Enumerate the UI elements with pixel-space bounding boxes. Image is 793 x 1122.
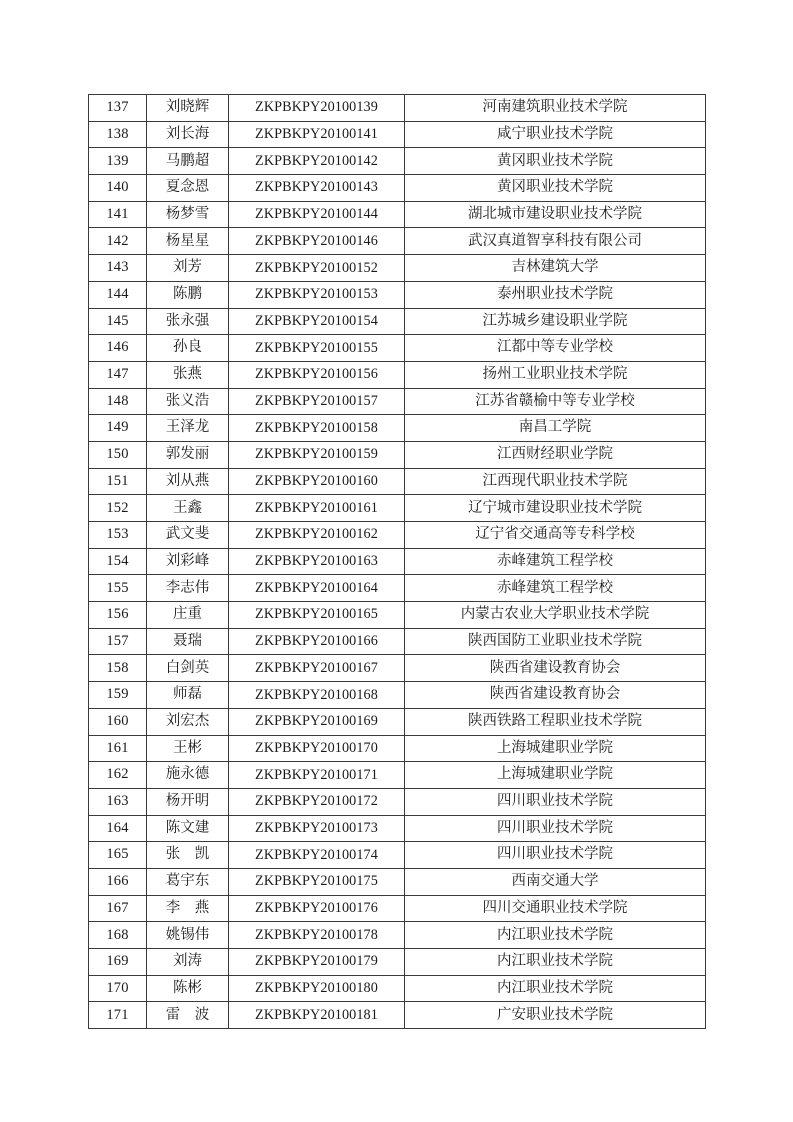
person-name-cell: 李志伟 bbox=[147, 575, 229, 602]
row-index-cell: 159 bbox=[89, 682, 147, 709]
organization-name-cell: 陕西省建设教育协会 bbox=[405, 655, 706, 682]
certificate-number-cell: ZKPBKPY20100165 bbox=[229, 602, 405, 629]
certificate-number-cell: ZKPBKPY20100163 bbox=[229, 548, 405, 575]
organization-name-cell: 黄冈职业技术学院 bbox=[405, 148, 706, 175]
organization-name-cell: 吉林建筑大学 bbox=[405, 255, 706, 282]
row-index-cell: 156 bbox=[89, 602, 147, 629]
table-row bbox=[89, 548, 706, 575]
table-row bbox=[89, 575, 706, 602]
organization-name-cell: 西南交通大学 bbox=[405, 868, 706, 895]
person-name-cell: 张燕 bbox=[147, 361, 229, 388]
person-name-cell: 刘宏杰 bbox=[147, 708, 229, 735]
organization-name-cell: 泰州职业技术学院 bbox=[405, 281, 706, 308]
certificate-number-cell: ZKPBKPY20100172 bbox=[229, 788, 405, 815]
organization-name-cell: 四川职业技术学院 bbox=[405, 788, 706, 815]
person-name-cell: 刘涛 bbox=[147, 949, 229, 976]
table-row bbox=[89, 495, 706, 522]
table-row bbox=[89, 308, 706, 335]
organization-name-cell: 内蒙古农业大学职业技术学院 bbox=[405, 602, 706, 629]
organization-name-cell: 咸宁职业技术学院 bbox=[405, 121, 706, 148]
row-index-cell: 154 bbox=[89, 548, 147, 575]
organization-name-cell: 扬州工业职业技术学院 bbox=[405, 361, 706, 388]
person-name-cell: 葛宇东 bbox=[147, 868, 229, 895]
row-index-cell: 147 bbox=[89, 361, 147, 388]
certificate-number-cell: ZKPBKPY20100168 bbox=[229, 682, 405, 709]
organization-name-cell: 上海城建职业学院 bbox=[405, 735, 706, 762]
certificate-number-cell: ZKPBKPY20100152 bbox=[229, 255, 405, 282]
person-name-cell: 聂瑞 bbox=[147, 628, 229, 655]
table-row bbox=[89, 788, 706, 815]
certificate-number-cell: ZKPBKPY20100173 bbox=[229, 815, 405, 842]
table-row bbox=[89, 655, 706, 682]
row-index-cell: 170 bbox=[89, 975, 147, 1002]
person-name-cell: 杨开明 bbox=[147, 788, 229, 815]
table-row bbox=[89, 201, 706, 228]
certificate-number-cell: ZKPBKPY20100178 bbox=[229, 922, 405, 949]
person-name-cell: 刘彩峰 bbox=[147, 548, 229, 575]
row-index-cell: 163 bbox=[89, 788, 147, 815]
row-index-cell: 160 bbox=[89, 708, 147, 735]
table-row bbox=[89, 975, 706, 1002]
organization-name-cell: 江苏省赣榆中等专业学校 bbox=[405, 388, 706, 415]
organization-name-cell: 南昌工学院 bbox=[405, 415, 706, 442]
table-row bbox=[89, 868, 706, 895]
certificate-number-cell: ZKPBKPY20100144 bbox=[229, 201, 405, 228]
row-index-cell: 153 bbox=[89, 522, 147, 549]
person-name-cell: 师磊 bbox=[147, 682, 229, 709]
organization-name-cell: 江都中等专业学校 bbox=[405, 335, 706, 362]
certificate-number-cell: ZKPBKPY20100162 bbox=[229, 522, 405, 549]
organization-name-cell: 江西财经职业学院 bbox=[405, 441, 706, 468]
organization-name-cell: 陕西铁路工程职业技术学院 bbox=[405, 708, 706, 735]
row-index-cell: 138 bbox=[89, 121, 147, 148]
certificate-number-cell: ZKPBKPY20100171 bbox=[229, 762, 405, 789]
certificate-number-cell: ZKPBKPY20100158 bbox=[229, 415, 405, 442]
roster-table-body bbox=[89, 95, 706, 1029]
person-name-cell: 郭发丽 bbox=[147, 441, 229, 468]
table-row bbox=[89, 335, 706, 362]
row-index-cell: 169 bbox=[89, 949, 147, 976]
organization-name-cell: 四川职业技术学院 bbox=[405, 815, 706, 842]
row-index-cell: 140 bbox=[89, 175, 147, 202]
organization-name-cell: 四川职业技术学院 bbox=[405, 842, 706, 869]
person-name-cell: 陈文建 bbox=[147, 815, 229, 842]
certificate-number-cell: ZKPBKPY20100143 bbox=[229, 175, 405, 202]
table-row bbox=[89, 228, 706, 255]
table-row bbox=[89, 95, 706, 122]
certificate-number-cell: ZKPBKPY20100180 bbox=[229, 975, 405, 1002]
certificate-number-cell: ZKPBKPY20100170 bbox=[229, 735, 405, 762]
certificate-number-cell: ZKPBKPY20100156 bbox=[229, 361, 405, 388]
organization-name-cell: 赤峰建筑工程学校 bbox=[405, 548, 706, 575]
certificate-number-cell: ZKPBKPY20100161 bbox=[229, 495, 405, 522]
organization-name-cell: 赤峰建筑工程学校 bbox=[405, 575, 706, 602]
certificate-number-cell: ZKPBKPY20100153 bbox=[229, 281, 405, 308]
certificate-number-cell: ZKPBKPY20100157 bbox=[229, 388, 405, 415]
table-row bbox=[89, 682, 706, 709]
row-index-cell: 164 bbox=[89, 815, 147, 842]
certificate-number-cell: ZKPBKPY20100142 bbox=[229, 148, 405, 175]
table-row bbox=[89, 468, 706, 495]
certificate-number-cell: ZKPBKPY20100181 bbox=[229, 1002, 405, 1029]
person-name-cell: 王彬 bbox=[147, 735, 229, 762]
row-index-cell: 158 bbox=[89, 655, 147, 682]
table-row bbox=[89, 708, 706, 735]
person-name-cell: 白剑英 bbox=[147, 655, 229, 682]
organization-name-cell: 内江职业技术学院 bbox=[405, 975, 706, 1002]
organization-name-cell: 上海城建职业学院 bbox=[405, 762, 706, 789]
roster-table-container bbox=[88, 94, 705, 1029]
table-row bbox=[89, 895, 706, 922]
person-name-cell: 刘芳 bbox=[147, 255, 229, 282]
organization-name-cell: 湖北城市建设职业技术学院 bbox=[405, 201, 706, 228]
person-name-cell: 陈鹏 bbox=[147, 281, 229, 308]
table-row bbox=[89, 121, 706, 148]
row-index-cell: 146 bbox=[89, 335, 147, 362]
certificate-number-cell: ZKPBKPY20100164 bbox=[229, 575, 405, 602]
person-name-cell: 杨梦雪 bbox=[147, 201, 229, 228]
person-name-cell: 王泽龙 bbox=[147, 415, 229, 442]
person-name-cell: 施永德 bbox=[147, 762, 229, 789]
person-name-cell: 雷 波 bbox=[147, 1002, 229, 1029]
person-name-cell: 张义浩 bbox=[147, 388, 229, 415]
table-row bbox=[89, 441, 706, 468]
organization-name-cell: 辽宁省交通高等专科学校 bbox=[405, 522, 706, 549]
row-index-cell: 143 bbox=[89, 255, 147, 282]
row-index-cell: 148 bbox=[89, 388, 147, 415]
person-name-cell: 刘晓辉 bbox=[147, 95, 229, 122]
certificate-number-cell: ZKPBKPY20100141 bbox=[229, 121, 405, 148]
table-row bbox=[89, 281, 706, 308]
table-row bbox=[89, 361, 706, 388]
person-name-cell: 刘长海 bbox=[147, 121, 229, 148]
certificate-number-cell: ZKPBKPY20100167 bbox=[229, 655, 405, 682]
row-index-cell: 150 bbox=[89, 441, 147, 468]
table-row bbox=[89, 628, 706, 655]
person-name-cell: 李 燕 bbox=[147, 895, 229, 922]
person-name-cell: 马鹏超 bbox=[147, 148, 229, 175]
table-row bbox=[89, 255, 706, 282]
row-index-cell: 167 bbox=[89, 895, 147, 922]
table-row bbox=[89, 522, 706, 549]
certificate-number-cell: ZKPBKPY20100139 bbox=[229, 95, 405, 122]
certificate-number-cell: ZKPBKPY20100154 bbox=[229, 308, 405, 335]
row-index-cell: 168 bbox=[89, 922, 147, 949]
table-row bbox=[89, 735, 706, 762]
organization-name-cell: 黄冈职业技术学院 bbox=[405, 175, 706, 202]
person-name-cell: 杨星星 bbox=[147, 228, 229, 255]
certificate-number-cell: ZKPBKPY20100176 bbox=[229, 895, 405, 922]
person-name-cell: 王鑫 bbox=[147, 495, 229, 522]
organization-name-cell: 辽宁城市建设职业技术学院 bbox=[405, 495, 706, 522]
row-index-cell: 139 bbox=[89, 148, 147, 175]
organization-name-cell: 内江职业技术学院 bbox=[405, 949, 706, 976]
table-row bbox=[89, 388, 706, 415]
certificate-number-cell: ZKPBKPY20100155 bbox=[229, 335, 405, 362]
table-row bbox=[89, 815, 706, 842]
roster-table bbox=[88, 94, 706, 1029]
certificate-number-cell: ZKPBKPY20100169 bbox=[229, 708, 405, 735]
person-name-cell: 张 凯 bbox=[147, 842, 229, 869]
person-name-cell: 夏念恩 bbox=[147, 175, 229, 202]
table-row bbox=[89, 949, 706, 976]
row-index-cell: 166 bbox=[89, 868, 147, 895]
row-index-cell: 157 bbox=[89, 628, 147, 655]
row-index-cell: 171 bbox=[89, 1002, 147, 1029]
certificate-number-cell: ZKPBKPY20100166 bbox=[229, 628, 405, 655]
table-row bbox=[89, 922, 706, 949]
person-name-cell: 武文斐 bbox=[147, 522, 229, 549]
row-index-cell: 165 bbox=[89, 842, 147, 869]
row-index-cell: 162 bbox=[89, 762, 147, 789]
organization-name-cell: 陕西省建设教育协会 bbox=[405, 682, 706, 709]
organization-name-cell: 广安职业技术学院 bbox=[405, 1002, 706, 1029]
row-index-cell: 141 bbox=[89, 201, 147, 228]
person-name-cell: 陈彬 bbox=[147, 975, 229, 1002]
person-name-cell: 孙良 bbox=[147, 335, 229, 362]
row-index-cell: 152 bbox=[89, 495, 147, 522]
certificate-number-cell: ZKPBKPY20100175 bbox=[229, 868, 405, 895]
person-name-cell: 庄重 bbox=[147, 602, 229, 629]
row-index-cell: 149 bbox=[89, 415, 147, 442]
organization-name-cell: 江苏城乡建设职业学院 bbox=[405, 308, 706, 335]
table-row bbox=[89, 148, 706, 175]
table-row bbox=[89, 602, 706, 629]
table-row bbox=[89, 762, 706, 789]
row-index-cell: 151 bbox=[89, 468, 147, 495]
certificate-number-cell: ZKPBKPY20100159 bbox=[229, 441, 405, 468]
certificate-number-cell: ZKPBKPY20100174 bbox=[229, 842, 405, 869]
person-name-cell: 刘从燕 bbox=[147, 468, 229, 495]
row-index-cell: 161 bbox=[89, 735, 147, 762]
organization-name-cell: 内江职业技术学院 bbox=[405, 922, 706, 949]
person-name-cell: 张永强 bbox=[147, 308, 229, 335]
table-row bbox=[89, 842, 706, 869]
table-row bbox=[89, 1002, 706, 1029]
organization-name-cell: 武汉真道智享科技有限公司 bbox=[405, 228, 706, 255]
certificate-number-cell: ZKPBKPY20100146 bbox=[229, 228, 405, 255]
row-index-cell: 145 bbox=[89, 308, 147, 335]
row-index-cell: 137 bbox=[89, 95, 147, 122]
organization-name-cell: 河南建筑职业技术学院 bbox=[405, 95, 706, 122]
certificate-number-cell: ZKPBKPY20100179 bbox=[229, 949, 405, 976]
row-index-cell: 155 bbox=[89, 575, 147, 602]
organization-name-cell: 陕西国防工业职业技术学院 bbox=[405, 628, 706, 655]
table-row bbox=[89, 415, 706, 442]
row-index-cell: 144 bbox=[89, 281, 147, 308]
row-index-cell: 142 bbox=[89, 228, 147, 255]
person-name-cell: 姚锡伟 bbox=[147, 922, 229, 949]
certificate-number-cell: ZKPBKPY20100160 bbox=[229, 468, 405, 495]
organization-name-cell: 江西现代职业技术学院 bbox=[405, 468, 706, 495]
organization-name-cell: 四川交通职业技术学院 bbox=[405, 895, 706, 922]
table-row bbox=[89, 175, 706, 202]
